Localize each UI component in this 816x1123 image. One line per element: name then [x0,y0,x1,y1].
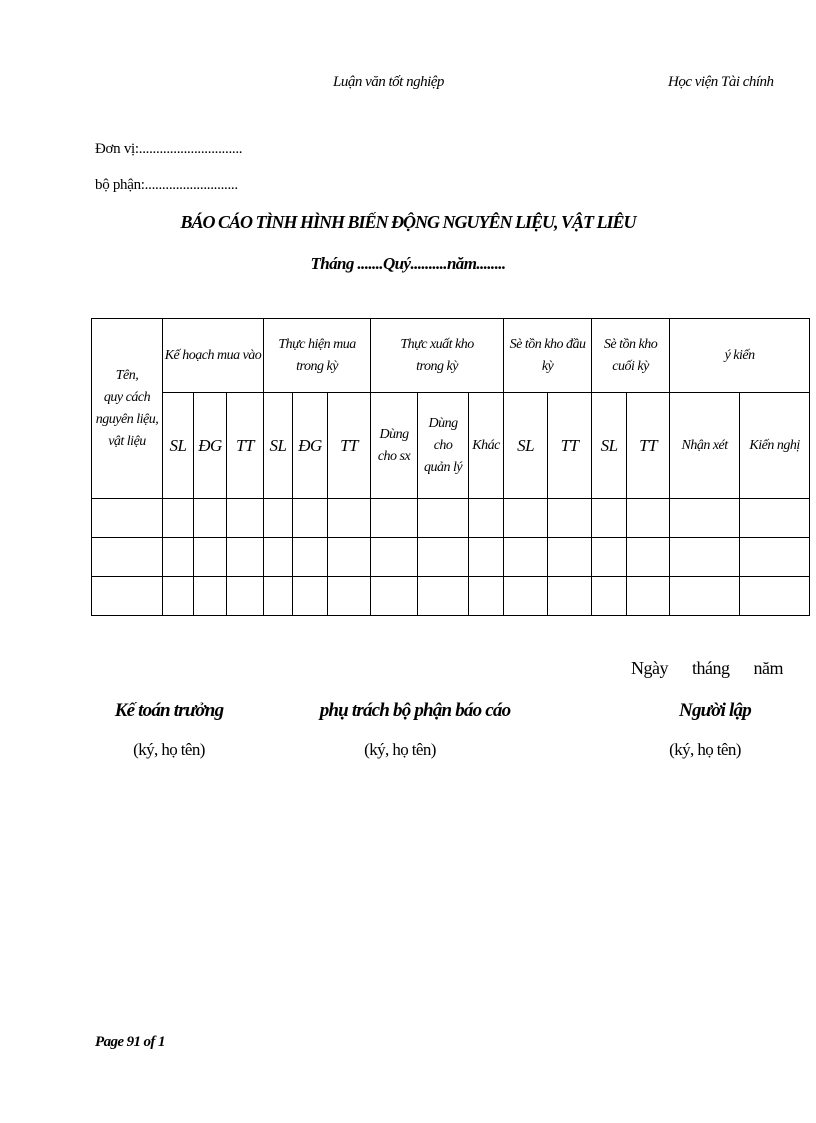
production-use-header: Dùng cho sx [371,393,418,499]
management-use-header: Dùng cho quản lý [418,393,469,499]
opening-tt-header: TT [548,393,592,499]
department-field: bộ phận:........................... [95,177,238,193]
report-title: BÁO CÁO TÌNH HÌNH BIẾN ĐỘNG NGUYÊN LIỆU, VẬT LIÊU [180,212,636,232]
preparer-note: (ký, họ tên) [669,740,741,759]
opinion-header: ý kiến [670,319,810,393]
report-subtitle: Tháng .......Quý..........năm........ [310,254,506,273]
table-subheader-row [92,393,810,499]
actual-purchase-header: Thực hiện mua trong kỳ [264,319,371,393]
plan-tt-header: TT [227,393,264,499]
thesis-header: Luận văn tốt nghiệp [333,74,444,90]
closing-tt-header: TT [627,393,670,499]
dept-head-note: (ký, họ tên) [364,740,436,759]
date-line: Ngày tháng năm [631,658,783,678]
purchase-tt-header: TT [328,393,371,499]
table-header-row [92,319,810,393]
closing-sl-header: SL [592,393,627,499]
unit-field: Đơn vị:.............................. [95,141,243,157]
institution-header: Học viện Tài chính [668,74,774,90]
remark-header: Nhận xét [670,393,740,499]
purchase-sl-header: SL [264,393,293,499]
proposal-header: Kiến nghị [740,393,810,499]
preparer-title: Người lập [679,700,751,721]
purchase-dg-header: ĐG [293,393,328,499]
name-spec-header: Tên, quy cách nguyên liệu, vật liệu [92,319,163,499]
closing-stock-header: Sè tồn kho cuối kỳ [592,319,670,393]
chief-accountant-title: Kế toán trưởng [114,700,224,721]
actual-issue-header: Thực xuất kho trong kỳ [371,319,504,393]
page-number: Page 91 of 1 [95,1034,165,1050]
plan-sl-header: SL [163,393,194,499]
table-row [92,538,810,577]
opening-sl-header: SL [504,393,548,499]
table-row [92,499,810,538]
dept-head-title: phụ trách bộ phận báo cáo [319,700,511,721]
chief-accountant-note: (ký, họ tên) [133,740,205,759]
table-row [92,577,810,616]
plan-header: Kế hoạch mua vào [163,319,264,393]
plan-dg-header: ĐG [194,393,227,499]
opening-stock-header: Sè tồn kho đầu kỳ [504,319,592,393]
report-table [91,318,810,616]
other-use-header: Khác [469,393,504,499]
